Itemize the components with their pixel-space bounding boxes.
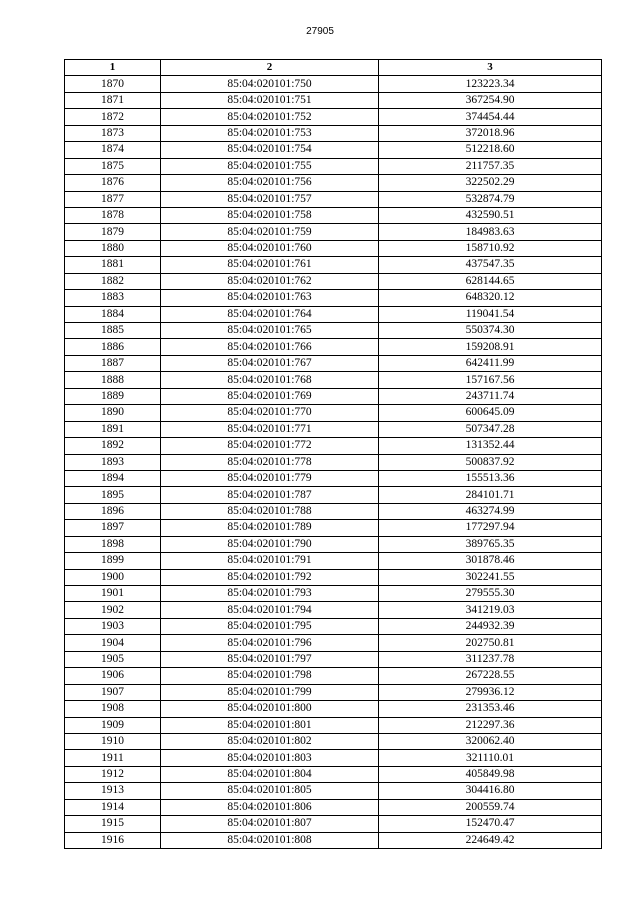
row-number-cell: 1913 (65, 783, 161, 799)
table-row (65, 536, 602, 552)
row-number-cell: 1878 (65, 207, 161, 223)
value-cell: 405849.98 (379, 766, 602, 782)
table-row (65, 783, 602, 799)
row-number-cell: 1879 (65, 224, 161, 240)
column-header-3: 3 (379, 60, 602, 76)
table-row (65, 766, 602, 782)
table-row (65, 355, 602, 371)
cadastral-number-cell: 85:04:020101:802 (161, 733, 379, 749)
value-cell: 212297.36 (379, 717, 602, 733)
cadastral-number-cell: 85:04:020101:764 (161, 306, 379, 322)
cadastral-number-cell: 85:04:020101:787 (161, 487, 379, 503)
row-number-cell: 1900 (65, 569, 161, 585)
cadastral-number-cell: 85:04:020101:793 (161, 586, 379, 602)
table-row (65, 306, 602, 322)
row-number-cell: 1874 (65, 142, 161, 158)
value-cell: 301878.46 (379, 553, 602, 569)
value-cell: 231353.46 (379, 701, 602, 717)
value-cell: 648320.12 (379, 290, 602, 306)
table-row (65, 224, 602, 240)
cadastral-number-cell: 85:04:020101:767 (161, 355, 379, 371)
table-row (65, 339, 602, 355)
value-cell: 157167.56 (379, 372, 602, 388)
cadastral-number-cell: 85:04:020101:757 (161, 191, 379, 207)
row-number-cell: 1890 (65, 405, 161, 421)
value-cell: 224649.42 (379, 832, 602, 848)
cadastral-number-cell: 85:04:020101:803 (161, 750, 379, 766)
row-number-cell: 1914 (65, 799, 161, 815)
table-row (65, 240, 602, 256)
table-row (65, 651, 602, 667)
row-number-cell: 1882 (65, 273, 161, 289)
cadastral-number-cell: 85:04:020101:770 (161, 405, 379, 421)
table-row (65, 92, 602, 108)
cadastral-number-cell: 85:04:020101:795 (161, 618, 379, 634)
row-number-cell: 1884 (65, 306, 161, 322)
row-number-cell: 1881 (65, 257, 161, 273)
table-row (65, 191, 602, 207)
value-cell: 367254.90 (379, 92, 602, 108)
cadastral-number-cell: 85:04:020101:796 (161, 635, 379, 651)
value-cell: 374454.44 (379, 109, 602, 125)
header-row (65, 60, 602, 76)
value-cell: 628144.65 (379, 273, 602, 289)
row-number-cell: 1902 (65, 602, 161, 618)
cadastral-number-cell: 85:04:020101:769 (161, 388, 379, 404)
value-cell: 500837.92 (379, 454, 602, 470)
row-number-cell: 1891 (65, 421, 161, 437)
cadastral-number-cell: 85:04:020101:794 (161, 602, 379, 618)
row-number-cell: 1885 (65, 323, 161, 339)
value-cell: 389765.35 (379, 536, 602, 552)
row-number-cell: 1889 (65, 388, 161, 404)
table-row (65, 717, 602, 733)
value-cell: 177297.94 (379, 520, 602, 536)
table-row (65, 635, 602, 651)
value-cell: 507347.28 (379, 421, 602, 437)
row-number-cell: 1907 (65, 684, 161, 700)
cadastral-number-cell: 85:04:020101:778 (161, 454, 379, 470)
row-number-cell: 1886 (65, 339, 161, 355)
value-cell: 302241.55 (379, 569, 602, 585)
cadastral-number-cell: 85:04:020101:807 (161, 816, 379, 832)
value-cell: 322502.29 (379, 175, 602, 191)
table-row (65, 487, 602, 503)
value-cell: 200559.74 (379, 799, 602, 815)
value-cell: 184983.63 (379, 224, 602, 240)
table-row (65, 586, 602, 602)
value-cell: 437547.35 (379, 257, 602, 273)
row-number-cell: 1871 (65, 92, 161, 108)
row-number-cell: 1915 (65, 816, 161, 832)
cadastral-number-cell: 85:04:020101:804 (161, 766, 379, 782)
cadastral-number-cell: 85:04:020101:755 (161, 158, 379, 174)
value-cell: 279936.12 (379, 684, 602, 700)
table-row (65, 438, 602, 454)
row-number-cell: 1876 (65, 175, 161, 191)
row-number-cell: 1906 (65, 668, 161, 684)
cadastral-number-cell: 85:04:020101:752 (161, 109, 379, 125)
value-cell: 159208.91 (379, 339, 602, 355)
row-number-cell: 1901 (65, 586, 161, 602)
cadastral-number-cell: 85:04:020101:759 (161, 224, 379, 240)
value-cell: 311237.78 (379, 651, 602, 667)
row-number-cell: 1898 (65, 536, 161, 552)
cadastral-number-cell: 85:04:020101:790 (161, 536, 379, 552)
row-number-cell: 1895 (65, 487, 161, 503)
data-table (64, 59, 602, 849)
table-row (65, 454, 602, 470)
value-cell: 512218.60 (379, 142, 602, 158)
column-header-2: 2 (161, 60, 379, 76)
cadastral-number-cell: 85:04:020101:797 (161, 651, 379, 667)
cadastral-number-cell: 85:04:020101:771 (161, 421, 379, 437)
value-cell: 211757.35 (379, 158, 602, 174)
table-row (65, 470, 602, 486)
table-row (65, 421, 602, 437)
table-row (65, 372, 602, 388)
row-number-cell: 1877 (65, 191, 161, 207)
row-number-cell: 1908 (65, 701, 161, 717)
row-number-cell: 1875 (65, 158, 161, 174)
table-row (65, 832, 602, 848)
table-row (65, 405, 602, 421)
cadastral-number-cell: 85:04:020101:801 (161, 717, 379, 733)
cadastral-number-cell: 85:04:020101:761 (161, 257, 379, 273)
row-number-cell: 1896 (65, 503, 161, 519)
cadastral-number-cell: 85:04:020101:791 (161, 553, 379, 569)
row-number-cell: 1887 (65, 355, 161, 371)
table-row (65, 750, 602, 766)
cadastral-number-cell: 85:04:020101:765 (161, 323, 379, 339)
table-row (65, 799, 602, 815)
table-row (65, 290, 602, 306)
row-number-cell: 1883 (65, 290, 161, 306)
value-cell: 123223.34 (379, 76, 602, 92)
table-row (65, 257, 602, 273)
value-cell: 244932.39 (379, 618, 602, 634)
table-row (65, 158, 602, 174)
value-cell: 304416.80 (379, 783, 602, 799)
table-row (65, 125, 602, 141)
row-number-cell: 1872 (65, 109, 161, 125)
cadastral-number-cell: 85:04:020101:806 (161, 799, 379, 815)
table-row (65, 668, 602, 684)
row-number-cell: 1894 (65, 470, 161, 486)
cadastral-number-cell: 85:04:020101:754 (161, 142, 379, 158)
value-cell: 642411.99 (379, 355, 602, 371)
cadastral-number-cell: 85:04:020101:762 (161, 273, 379, 289)
cadastral-number-cell: 85:04:020101:766 (161, 339, 379, 355)
column-header-1: 1 (65, 60, 161, 76)
table-row (65, 816, 602, 832)
value-cell: 152470.47 (379, 816, 602, 832)
cadastral-number-cell: 85:04:020101:760 (161, 240, 379, 256)
table-body (65, 76, 602, 849)
value-cell: 284101.71 (379, 487, 602, 503)
row-number-cell: 1916 (65, 832, 161, 848)
value-cell: 320062.40 (379, 733, 602, 749)
page-number: 27905 (306, 26, 334, 37)
value-cell: 243711.74 (379, 388, 602, 404)
value-cell: 532874.79 (379, 191, 602, 207)
row-number-cell: 1893 (65, 454, 161, 470)
cadastral-number-cell: 85:04:020101:798 (161, 668, 379, 684)
table-header (65, 60, 602, 76)
row-number-cell: 1909 (65, 717, 161, 733)
table-row (65, 273, 602, 289)
table-row (65, 520, 602, 536)
cadastral-number-cell: 85:04:020101:789 (161, 520, 379, 536)
cadastral-number-cell: 85:04:020101:805 (161, 783, 379, 799)
value-cell: 279555.30 (379, 586, 602, 602)
value-cell: 119041.54 (379, 306, 602, 322)
value-cell: 158710.92 (379, 240, 602, 256)
cadastral-number-cell: 85:04:020101:756 (161, 175, 379, 191)
cadastral-number-cell: 85:04:020101:808 (161, 832, 379, 848)
table-row (65, 207, 602, 223)
table-row (65, 142, 602, 158)
row-number-cell: 1912 (65, 766, 161, 782)
row-number-cell: 1870 (65, 76, 161, 92)
value-cell: 131352.44 (379, 438, 602, 454)
value-cell: 267228.55 (379, 668, 602, 684)
row-number-cell: 1899 (65, 553, 161, 569)
table-row (65, 76, 602, 92)
table-row (65, 684, 602, 700)
value-cell: 463274.99 (379, 503, 602, 519)
row-number-cell: 1880 (65, 240, 161, 256)
table-row (65, 388, 602, 404)
cadastral-number-cell: 85:04:020101:800 (161, 701, 379, 717)
row-number-cell: 1903 (65, 618, 161, 634)
table-row (65, 503, 602, 519)
row-number-cell: 1910 (65, 733, 161, 749)
cadastral-number-cell: 85:04:020101:788 (161, 503, 379, 519)
value-cell: 372018.96 (379, 125, 602, 141)
cadastral-number-cell: 85:04:020101:750 (161, 76, 379, 92)
value-cell: 155513.36 (379, 470, 602, 486)
cadastral-number-cell: 85:04:020101:758 (161, 207, 379, 223)
value-cell: 600645.09 (379, 405, 602, 421)
row-number-cell: 1904 (65, 635, 161, 651)
row-number-cell: 1897 (65, 520, 161, 536)
row-number-cell: 1888 (65, 372, 161, 388)
value-cell: 341219.03 (379, 602, 602, 618)
table-row (65, 323, 602, 339)
table-row (65, 569, 602, 585)
value-cell: 550374.30 (379, 323, 602, 339)
table-row (65, 733, 602, 749)
row-number-cell: 1911 (65, 750, 161, 766)
cadastral-number-cell: 85:04:020101:772 (161, 438, 379, 454)
cadastral-number-cell: 85:04:020101:763 (161, 290, 379, 306)
cadastral-number-cell: 85:04:020101:799 (161, 684, 379, 700)
table-row (65, 618, 602, 634)
value-cell: 321110.01 (379, 750, 602, 766)
table-row (65, 602, 602, 618)
row-number-cell: 1905 (65, 651, 161, 667)
cadastral-number-cell: 85:04:020101:753 (161, 125, 379, 141)
row-number-cell: 1892 (65, 438, 161, 454)
table-row (65, 701, 602, 717)
cadastral-number-cell: 85:04:020101:792 (161, 569, 379, 585)
cadastral-number-cell: 85:04:020101:779 (161, 470, 379, 486)
row-number-cell: 1873 (65, 125, 161, 141)
cadastral-number-cell: 85:04:020101:768 (161, 372, 379, 388)
table-row (65, 553, 602, 569)
cadastral-number-cell: 85:04:020101:751 (161, 92, 379, 108)
value-cell: 202750.81 (379, 635, 602, 651)
table-row (65, 109, 602, 125)
value-cell: 432590.51 (379, 207, 602, 223)
table-row (65, 175, 602, 191)
